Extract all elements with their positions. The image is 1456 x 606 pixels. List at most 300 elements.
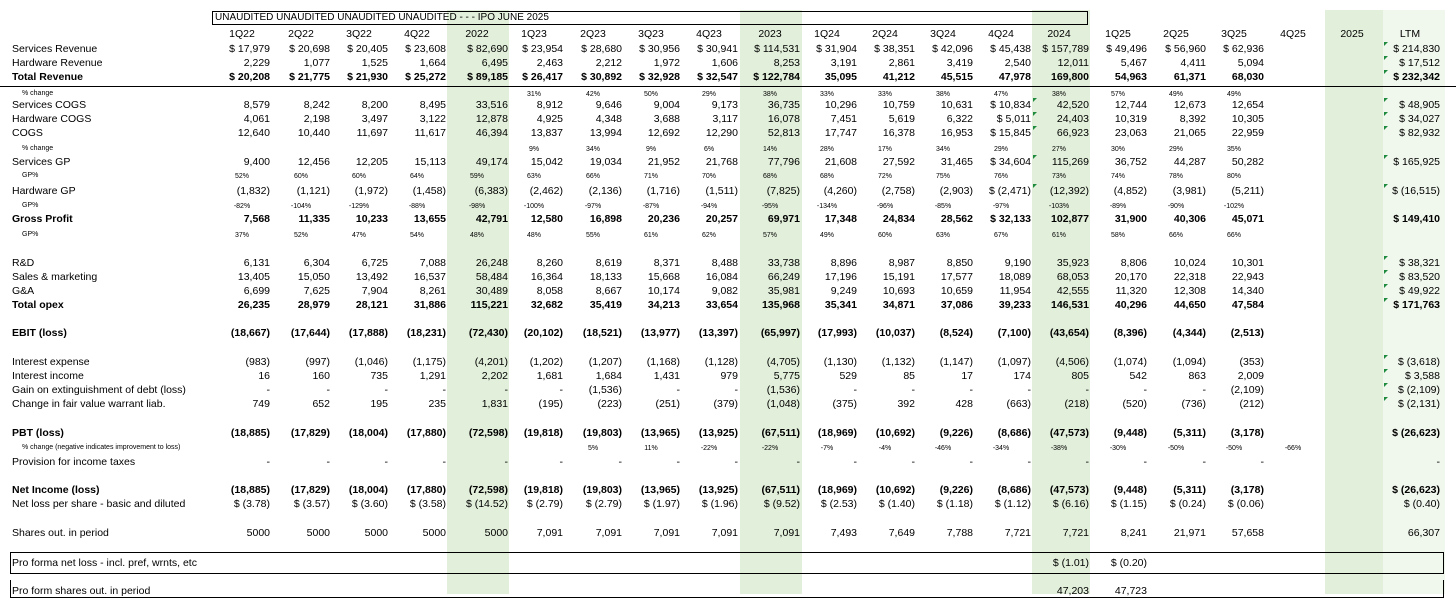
table-cell: 23,063 (1114, 127, 1147, 139)
column-header: 2023 (758, 28, 782, 40)
column-header: 3Q23 (638, 28, 664, 40)
table-cell: (2,109) (1230, 384, 1264, 396)
table-cell: (13,925) (698, 427, 738, 439)
table-cell: 20,236 (647, 213, 680, 225)
table-cell: (17,829) (290, 427, 330, 439)
column-header: 2024 (1047, 28, 1071, 40)
table-cell: $ (2,109) (1397, 384, 1440, 396)
row-label: Provision for income taxes (12, 456, 136, 468)
table-cell: 35,341 (824, 299, 857, 311)
row-label: % change (22, 90, 54, 97)
table-cell: 19,034 (589, 156, 622, 168)
table-cell: $ (1.96) (701, 498, 738, 510)
table-cell: 21,952 (647, 156, 680, 168)
table-cell: 13,655 (413, 213, 446, 225)
table-cell: 13,405 (237, 271, 270, 283)
table-cell: 2,229 (243, 57, 270, 69)
table-cell: 49,174 (475, 156, 508, 168)
pro-forma-label: Pro form shares out. in period (12, 585, 151, 597)
table-cell: 392 (897, 398, 915, 410)
table-cell: (19,818) (523, 484, 563, 496)
table-cell: (375) (832, 398, 857, 410)
table-cell: (10,037) (875, 327, 915, 339)
table-cell: 6,495 (481, 57, 508, 69)
table-cell: 33,516 (475, 99, 508, 111)
table-cell: 9% (528, 146, 540, 153)
table-cell: (7,825) (766, 185, 800, 197)
table-cell: -95% (761, 203, 779, 210)
table-cell: - (853, 384, 857, 396)
table-cell: (18,885) (230, 484, 270, 496)
table-cell: (72,598) (468, 427, 508, 439)
table-cell: 49% (1226, 91, 1241, 98)
table-cell: -90% (1167, 203, 1185, 210)
table-cell: 14% (762, 146, 777, 153)
table-cell: (1,202) (529, 356, 563, 368)
table-cell: -87% (642, 203, 660, 210)
table-cell: (18,885) (230, 427, 270, 439)
table-cell: 2,540 (1004, 57, 1031, 69)
table-cell: -7% (820, 445, 834, 452)
table-cell: 74% (1110, 173, 1125, 180)
table-cell: (1,048) (766, 398, 800, 410)
table-cell: 35% (1226, 146, 1241, 153)
table-cell: 26,248 (475, 257, 508, 269)
table-cell: $ 17,512 (1399, 57, 1440, 69)
row-label: Interest expense (12, 356, 90, 368)
table-cell: - (1027, 384, 1031, 396)
table-cell: $ (0.40) (1403, 498, 1440, 510)
table-cell: 42,555 (1056, 285, 1089, 297)
column-header: LTM (1399, 28, 1421, 40)
table-cell: -4% (878, 445, 892, 452)
table-cell: (520) (1122, 398, 1147, 410)
table-cell: 5,094 (1237, 57, 1264, 69)
table-cell: 50% (643, 91, 658, 98)
table-cell: 5% (587, 445, 599, 452)
table-cell: -97% (584, 203, 602, 210)
table-cell: 8,261 (419, 285, 446, 297)
table-cell: 12,640 (237, 127, 270, 139)
table-cell: (223) (597, 398, 622, 410)
table-cell: (1,511) (705, 185, 738, 197)
table-cell: 37% (234, 232, 249, 239)
table-cell: 17% (877, 146, 892, 153)
table-cell: - (504, 384, 508, 396)
table-cell: -34% (992, 445, 1010, 452)
row-label: Shares out. in period (12, 527, 109, 539)
table-cell: (379) (713, 398, 738, 410)
table-cell: 49% (1168, 91, 1183, 98)
table-cell: (20,102) (523, 327, 563, 339)
comment-marker (1384, 126, 1388, 130)
table-cell: 37,086 (940, 299, 973, 311)
table-cell: 3,497 (361, 113, 388, 125)
table-cell: 4,061 (243, 113, 270, 125)
row-label: Services GP (12, 156, 71, 168)
table-cell: 1,831 (481, 398, 508, 410)
table-cell: (353) (1239, 356, 1264, 368)
table-cell: 7,721 (1004, 527, 1031, 539)
table-cell: 52% (234, 173, 249, 180)
table-cell: $ 171,763 (1393, 299, 1440, 311)
table-cell: $ 49,496 (1106, 43, 1147, 55)
table-cell: 20,257 (705, 213, 738, 225)
table-cell: $ 32,547 (697, 71, 738, 83)
table-cell: 9,249 (830, 285, 857, 297)
column-header: 1Q22 (229, 28, 255, 40)
table-cell: $ 34,027 (1399, 113, 1440, 125)
table-cell: (2,462) (529, 185, 563, 197)
table-cell: 5,775 (773, 370, 800, 382)
table-cell: (1,130) (823, 356, 857, 368)
table-cell: 7,091 (536, 527, 563, 539)
table-cell: (212) (1239, 398, 1264, 410)
table-cell: (8,686) (997, 484, 1031, 496)
table-cell: (2,758) (881, 185, 915, 197)
table-cell: 48% (469, 232, 484, 239)
table-cell: 47% (993, 91, 1008, 98)
row-label: Services Revenue (12, 43, 98, 55)
table-cell: $ (1.18) (936, 498, 973, 510)
table-cell: 21,971 (1173, 527, 1206, 539)
table-cell: 66,249 (767, 271, 800, 283)
row-label: Sales & marketing (12, 271, 98, 283)
table-cell: -100% (523, 203, 545, 210)
table-cell: 34% (585, 146, 600, 153)
table-cell: -38% (1050, 445, 1068, 452)
table-cell: (19,818) (523, 427, 563, 439)
table-cell: (8,686) (997, 427, 1031, 439)
table-cell: -96% (876, 203, 894, 210)
column-header: 2022 (465, 28, 489, 40)
pro-forma-label: Pro forma net loss - incl. pref, wrnts, etc (12, 557, 197, 569)
table-cell: 60% (877, 232, 892, 239)
table-cell: (4,260) (823, 185, 857, 197)
table-cell: $ (1.12) (994, 498, 1031, 510)
header-title: UNAUDITED UNAUDITED UNAUDITED UNAUDITED - - - IPO JUNE 2025 (212, 11, 1088, 25)
table-cell: -22% (761, 445, 779, 452)
table-cell: (17,993) (817, 327, 857, 339)
row-label: Net loss per share - basic and diluted (12, 498, 186, 510)
table-cell: 1,972 (653, 57, 680, 69)
table-cell: 31,886 (413, 299, 446, 311)
table-cell: $ 28,680 (581, 43, 622, 55)
table-cell: (18,969) (817, 427, 857, 439)
table-cell: 428 (955, 398, 973, 410)
table-cell: 5000 (422, 527, 446, 539)
table-cell: 31,900 (1114, 213, 1147, 225)
table-cell: 8,619 (595, 257, 622, 269)
table-cell: 63% (935, 232, 950, 239)
table-cell: 30,489 (475, 285, 508, 297)
table-cell: 15,668 (647, 271, 680, 283)
table-cell: 1,681 (536, 370, 563, 382)
table-cell: $ 23,608 (405, 43, 446, 55)
table-cell: 7,493 (830, 527, 857, 539)
table-cell: (18,667) (230, 327, 270, 339)
table-cell: 66% (1226, 232, 1241, 239)
table-cell: 77,796 (767, 156, 800, 168)
table-cell: 63% (526, 173, 541, 180)
table-cell: (5,211) (1231, 185, 1264, 197)
table-cell: 5000 (306, 527, 330, 539)
table-cell: 12,692 (647, 127, 680, 139)
table-cell: (1,094) (1172, 356, 1206, 368)
table-cell: 33,654 (705, 299, 738, 311)
table-cell: 85 (903, 370, 915, 382)
table-cell: (12,392) (1049, 185, 1089, 197)
table-cell: 22,943 (1231, 271, 1264, 283)
table-cell: 7,091 (711, 527, 738, 539)
table-cell: 27% (1051, 146, 1066, 153)
table-cell: (663) (1006, 398, 1031, 410)
table-cell: 17,747 (824, 127, 857, 139)
table-cell: 10,759 (882, 99, 915, 111)
table-cell: $ 17,979 (229, 43, 270, 55)
table-cell: $ (0.06) (1227, 498, 1264, 510)
table-cell: 67% (993, 232, 1008, 239)
table-cell: 42,791 (475, 213, 508, 225)
table-cell: - (1085, 384, 1089, 396)
table-cell: 29% (701, 91, 716, 98)
table-cell: 40,296 (1114, 299, 1147, 311)
table-cell: 652 (312, 398, 330, 410)
table-cell: 71% (643, 173, 658, 180)
table-cell: (3,178) (1230, 427, 1264, 439)
table-cell: - (1027, 456, 1031, 468)
table-cell: $ 26,417 (522, 71, 563, 83)
table-cell: $ 165,925 (1393, 156, 1440, 168)
table-cell: 749 (252, 398, 270, 410)
table-cell: 20,170 (1114, 271, 1147, 283)
table-cell: $ 62,936 (1223, 43, 1264, 55)
table-cell: 529 (839, 370, 857, 382)
table-cell: $ 82,690 (467, 43, 508, 55)
table-cell: 11,954 (999, 285, 1031, 297)
table-cell: (18,004) (348, 427, 388, 439)
table-cell: 10,174 (647, 285, 680, 297)
table-cell: 10,693 (882, 285, 915, 297)
table-cell: 35,923 (1056, 257, 1089, 269)
row-label: Hardware GP (12, 185, 76, 197)
table-cell: 15,113 (414, 156, 446, 168)
table-cell: (17,644) (290, 327, 330, 339)
table-cell: $ 38,351 (874, 43, 915, 55)
table-cell: 48% (526, 232, 541, 239)
table-cell: $ 20,698 (289, 43, 330, 55)
table-cell: 36,735 (767, 99, 800, 111)
table-cell: (218) (1064, 398, 1089, 410)
table-cell: 62% (701, 232, 716, 239)
table-cell: -46% (934, 445, 952, 452)
table-cell: 60% (351, 173, 366, 180)
table-cell: $ 15,845 (990, 127, 1031, 139)
table-cell: 57,658 (1231, 527, 1264, 539)
table-cell: -94% (700, 203, 718, 210)
column-header: 4Q24 (988, 28, 1014, 40)
table-cell: $ 20,208 (229, 71, 270, 83)
table-cell: 39,233 (998, 299, 1031, 311)
table-cell: 21,608 (824, 156, 857, 168)
table-cell: 10,305 (1231, 113, 1264, 125)
table-cell: 70% (701, 173, 716, 180)
table-cell: 69,971 (767, 213, 800, 225)
table-cell: (983) (245, 356, 270, 368)
comment-marker (1033, 126, 1037, 130)
table-cell: (13,965) (640, 427, 680, 439)
table-cell: 9% (645, 146, 657, 153)
pro-forma-value: $ (1.01) (1052, 557, 1089, 569)
table-cell: - (559, 384, 563, 396)
table-cell: (9,448) (1113, 484, 1147, 496)
table-cell: 979 (720, 370, 738, 382)
table-cell: 12,205 (355, 156, 388, 168)
table-cell: 60% (293, 173, 308, 180)
table-cell: $ 56,960 (1165, 43, 1206, 55)
row-label: Hardware COGS (12, 113, 92, 125)
table-cell: 66% (585, 173, 600, 180)
table-cell: 13,994 (589, 127, 622, 139)
table-cell: (1,074) (1113, 356, 1147, 368)
table-cell: 10,659 (940, 285, 973, 297)
table-cell: $ 20,405 (347, 43, 388, 55)
table-cell: (10,692) (875, 427, 915, 439)
table-cell: 11,320 (1115, 285, 1147, 297)
table-cell: 174 (1013, 370, 1031, 382)
table-cell: 68% (762, 173, 777, 180)
table-cell: $ (3.57) (293, 498, 330, 510)
column-header: 2Q25 (1163, 28, 1189, 40)
table-cell: 3,191 (830, 57, 857, 69)
table-cell: (3,981) (1172, 185, 1206, 197)
table-cell: (17,888) (348, 327, 388, 339)
table-cell: 44,650 (1173, 299, 1206, 311)
table-cell: $ 31,904 (816, 43, 857, 55)
table-cell: (9,448) (1113, 427, 1147, 439)
table-cell: - (1143, 384, 1147, 396)
table-cell: (17,880) (406, 427, 446, 439)
table-cell: 32,682 (530, 299, 563, 311)
table-cell: $ (3.78) (233, 498, 270, 510)
table-cell: 6,699 (243, 285, 270, 297)
table-cell: 11,335 (298, 213, 330, 225)
pro-forma-value: $ (0.20) (1110, 557, 1147, 569)
table-cell: 66,307 (1407, 527, 1440, 539)
table-cell: 2,202 (481, 370, 508, 382)
row-label: Hardware Revenue (12, 57, 103, 69)
table-cell: 10,319 (1114, 113, 1147, 125)
table-cell: -103% (1048, 203, 1070, 210)
table-cell: (13,925) (698, 484, 738, 496)
table-cell: 44,287 (1173, 156, 1206, 168)
table-cell: $ 21,775 (289, 71, 330, 83)
table-cell: 1,291 (419, 370, 446, 382)
table-cell: 8,392 (1179, 113, 1206, 125)
table-cell: 9,004 (653, 99, 680, 111)
table-cell: -98% (468, 203, 486, 210)
table-cell: (2,513) (1230, 327, 1264, 339)
table-cell: 52,813 (767, 127, 800, 139)
table-cell: 542 (1129, 370, 1147, 382)
table-cell: $ 232,342 (1393, 71, 1440, 83)
table-cell: 41,212 (882, 71, 915, 83)
table-cell: 6% (703, 146, 715, 153)
table-cell: $ 25,272 (405, 71, 446, 83)
table-cell: $ 157,789 (1042, 43, 1089, 55)
table-cell: 61% (1051, 232, 1066, 239)
table-cell: (1,458) (412, 185, 446, 197)
table-cell: $ 214,830 (1393, 43, 1440, 55)
table-cell: 12,744 (1114, 99, 1147, 111)
row-label: EBIT (loss) (12, 327, 67, 339)
table-cell: $ (3.60) (351, 498, 388, 510)
table-cell: (17,829) (290, 484, 330, 496)
table-cell: - (676, 456, 680, 468)
table-cell: 40,306 (1173, 213, 1206, 225)
table-cell: (18,004) (348, 484, 388, 496)
table-cell: -22% (700, 445, 718, 452)
comment-marker (1384, 284, 1388, 288)
row-label: Interest income (12, 370, 84, 382)
table-cell: 68,053 (1056, 271, 1089, 283)
table-cell: - (384, 384, 388, 396)
table-cell: $ 21,930 (347, 71, 388, 83)
table-cell: $ (26,623) (1392, 484, 1440, 496)
table-cell: 10,301 (1231, 257, 1264, 269)
table-cell: 8,260 (536, 257, 563, 269)
table-cell: $ 30,941 (697, 43, 738, 55)
table-cell: 7,091 (773, 527, 800, 539)
comment-marker (1384, 397, 1388, 401)
table-cell: 4,411 (1180, 57, 1206, 69)
table-cell: $ 83,520 (1399, 271, 1440, 283)
table-cell: (1,168) (646, 356, 680, 368)
table-cell: 8,987 (888, 257, 915, 269)
table-cell: 22,959 (1231, 127, 1264, 139)
table-cell: 72% (877, 173, 892, 180)
table-cell: $ (1.40) (878, 498, 915, 510)
table-cell: 5000 (484, 527, 508, 539)
table-cell: 8,495 (419, 99, 446, 111)
table-cell: 31% (526, 91, 541, 98)
table-cell: - (326, 384, 330, 396)
table-cell: 57% (1110, 91, 1125, 98)
table-cell: 2,861 (888, 57, 915, 69)
table-cell: -82% (233, 203, 251, 210)
table-cell: 8,667 (595, 285, 622, 297)
table-cell: 55% (585, 232, 600, 239)
table-cell: $ 10,834 (990, 99, 1031, 111)
row-label: Gain on extinguishment of debt (loss) (12, 384, 186, 396)
table-cell: 21,768 (705, 156, 738, 168)
row-label: R&D (12, 257, 35, 269)
row-label: Total Revenue (12, 71, 83, 83)
table-cell: $ (1.15) (1110, 498, 1147, 510)
table-cell: 115,221 (470, 299, 508, 311)
table-cell: $ 48,905 (1399, 99, 1440, 111)
table-cell: - (969, 456, 973, 468)
table-cell: - (504, 456, 508, 468)
table-cell: (1,536) (766, 384, 800, 396)
table-cell: 34,871 (882, 299, 915, 311)
table-cell: 11,617 (414, 127, 446, 139)
table-cell: -97% (992, 203, 1010, 210)
table-cell: 28,979 (297, 299, 330, 311)
row-label: Total opex (12, 299, 64, 311)
table-cell: 12,878 (475, 113, 508, 125)
table-cell: 1,684 (595, 370, 622, 382)
